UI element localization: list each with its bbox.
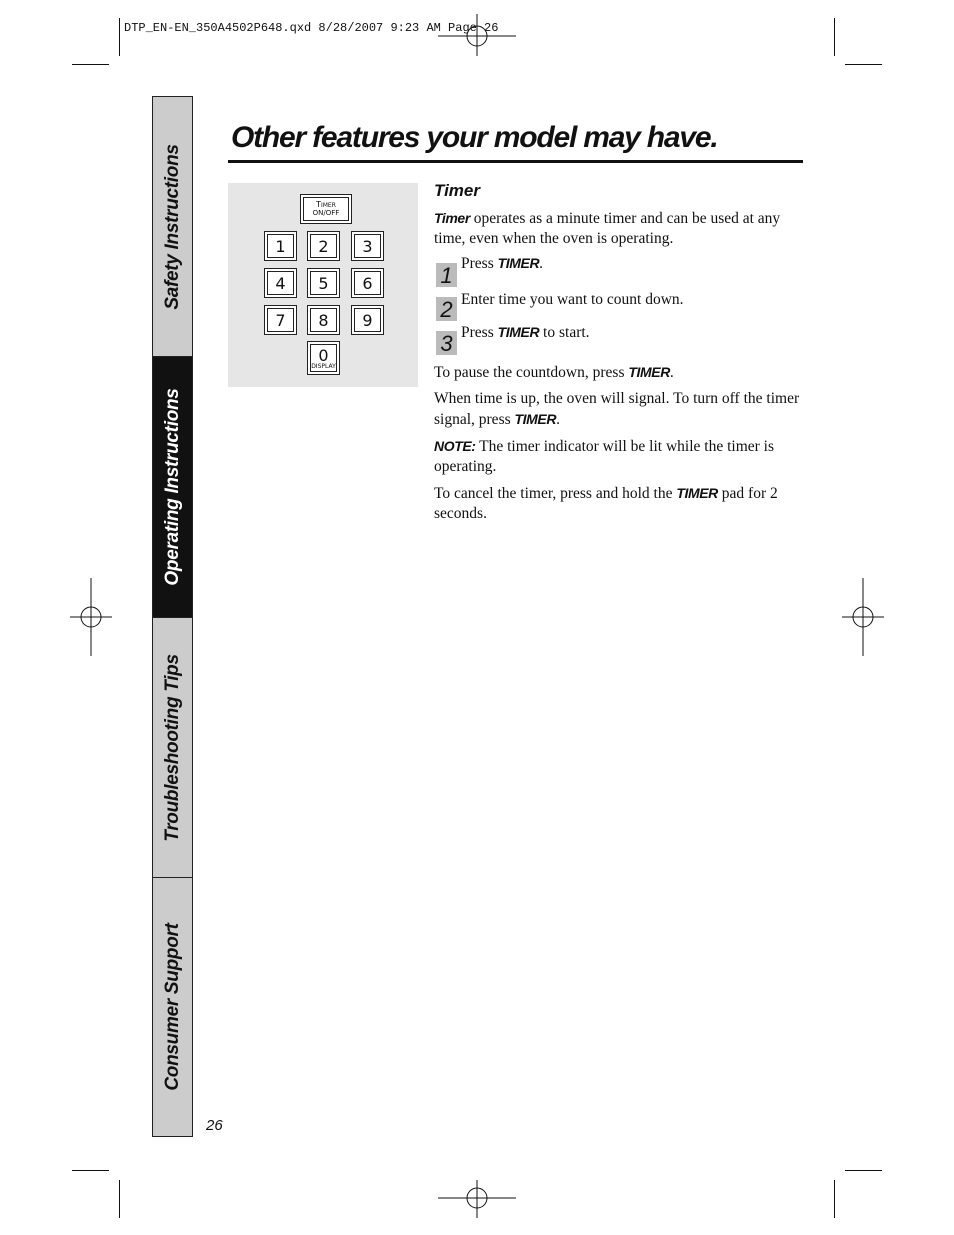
step-number: 2 bbox=[436, 297, 457, 321]
page-number: 26 bbox=[206, 1117, 223, 1134]
crop-mark bbox=[119, 1180, 120, 1218]
step-keyword: TIMER bbox=[497, 324, 540, 340]
step-text bbox=[461, 324, 590, 342]
digit-key: 5 bbox=[307, 268, 340, 298]
pause-text: To pause the countdown, press bbox=[434, 364, 629, 381]
timer-on-off-key bbox=[300, 194, 352, 224]
pause-paragraph bbox=[434, 362, 806, 383]
step-after: . bbox=[539, 255, 544, 272]
registration-mark-top bbox=[438, 14, 516, 56]
printer-slug: DTP_EN-EN_350A4502P648.qxd 8/28/2007 9:23 AM Page 26 bbox=[124, 21, 499, 35]
step-text bbox=[461, 255, 543, 273]
note-label: NOTE: bbox=[434, 438, 476, 454]
digit-key: 7 bbox=[264, 305, 297, 335]
crop-mark bbox=[834, 18, 835, 56]
pause-after: . bbox=[669, 364, 674, 381]
cancel-text: To cancel the timer, press and hold the bbox=[434, 485, 677, 502]
step-before: Press bbox=[461, 324, 498, 341]
step-before: Press bbox=[461, 255, 498, 272]
registration-mark-left bbox=[70, 578, 112, 656]
tab-label: Troubleshooting Tips bbox=[161, 653, 183, 842]
registration-mark-right bbox=[842, 578, 884, 656]
display-sublabel: DISPLAY bbox=[311, 363, 336, 370]
digit-key: 4 bbox=[264, 268, 297, 298]
tab-troubleshooting-tips[interactable] bbox=[152, 617, 193, 878]
step-text bbox=[461, 291, 684, 309]
tab-label: Consumer Support bbox=[161, 923, 183, 1091]
step-number: 1 bbox=[436, 263, 457, 287]
note-paragraph bbox=[434, 436, 806, 477]
digit-key: 3 bbox=[351, 231, 384, 261]
intro-text: operates as a minute timer and can be used at any time, even when the oven is operating. bbox=[434, 210, 781, 247]
tab-operating-instructions[interactable] bbox=[152, 356, 193, 618]
cancel-after: pad for 2 seconds. bbox=[434, 485, 778, 522]
crop-mark bbox=[845, 64, 882, 65]
keypad-illustration bbox=[228, 183, 418, 387]
tab-consumer-support[interactable] bbox=[152, 877, 193, 1137]
step-keyword: TIMER bbox=[497, 255, 540, 271]
page-title: Other features your model may have. bbox=[231, 121, 718, 154]
timer-key-sublabel: ON/OFF bbox=[312, 209, 340, 217]
registration-mark-bottom bbox=[438, 1180, 516, 1222]
crop-mark bbox=[845, 1170, 882, 1171]
signal-paragraph bbox=[434, 389, 806, 430]
step-number: 3 bbox=[436, 331, 457, 355]
timer-key-label: Timer bbox=[316, 200, 336, 209]
intro-keyword: Timer bbox=[434, 210, 470, 226]
digit-key: 6 bbox=[351, 268, 384, 298]
crop-mark bbox=[834, 1180, 835, 1218]
crop-mark bbox=[72, 1170, 109, 1171]
step-before: Enter time you want to count down. bbox=[461, 291, 684, 308]
cancel-paragraph bbox=[434, 483, 806, 524]
crop-mark bbox=[119, 18, 120, 56]
zero-digit: 0 bbox=[318, 346, 329, 365]
signal-after: . bbox=[556, 411, 560, 428]
signal-text: When time is up, the oven will signal. To turn off the timer signal, press bbox=[434, 390, 800, 428]
note-text: The timer indicator will be lit while the timer is operating. bbox=[434, 438, 775, 475]
tab-safety-instructions[interactable] bbox=[152, 96, 193, 357]
tab-label: Operating Instructions bbox=[161, 388, 183, 586]
section-sidebar bbox=[152, 96, 195, 1137]
crop-mark bbox=[72, 64, 109, 65]
digit-key: 8 bbox=[307, 305, 340, 335]
signal-keyword: TIMER bbox=[514, 411, 557, 427]
digit-key: 2 bbox=[307, 231, 340, 261]
tab-label: Safety Instructions bbox=[161, 143, 183, 310]
cancel-keyword: TIMER bbox=[676, 485, 718, 501]
digit-key: 1 bbox=[264, 231, 297, 261]
zero-display-key bbox=[307, 341, 340, 375]
digit-key: 9 bbox=[351, 305, 384, 335]
step-after: to start. bbox=[539, 324, 590, 341]
pause-keyword: TIMER bbox=[628, 364, 670, 380]
section-heading: Timer bbox=[434, 181, 480, 200]
title-divider bbox=[228, 160, 803, 163]
intro-paragraph bbox=[434, 208, 806, 249]
